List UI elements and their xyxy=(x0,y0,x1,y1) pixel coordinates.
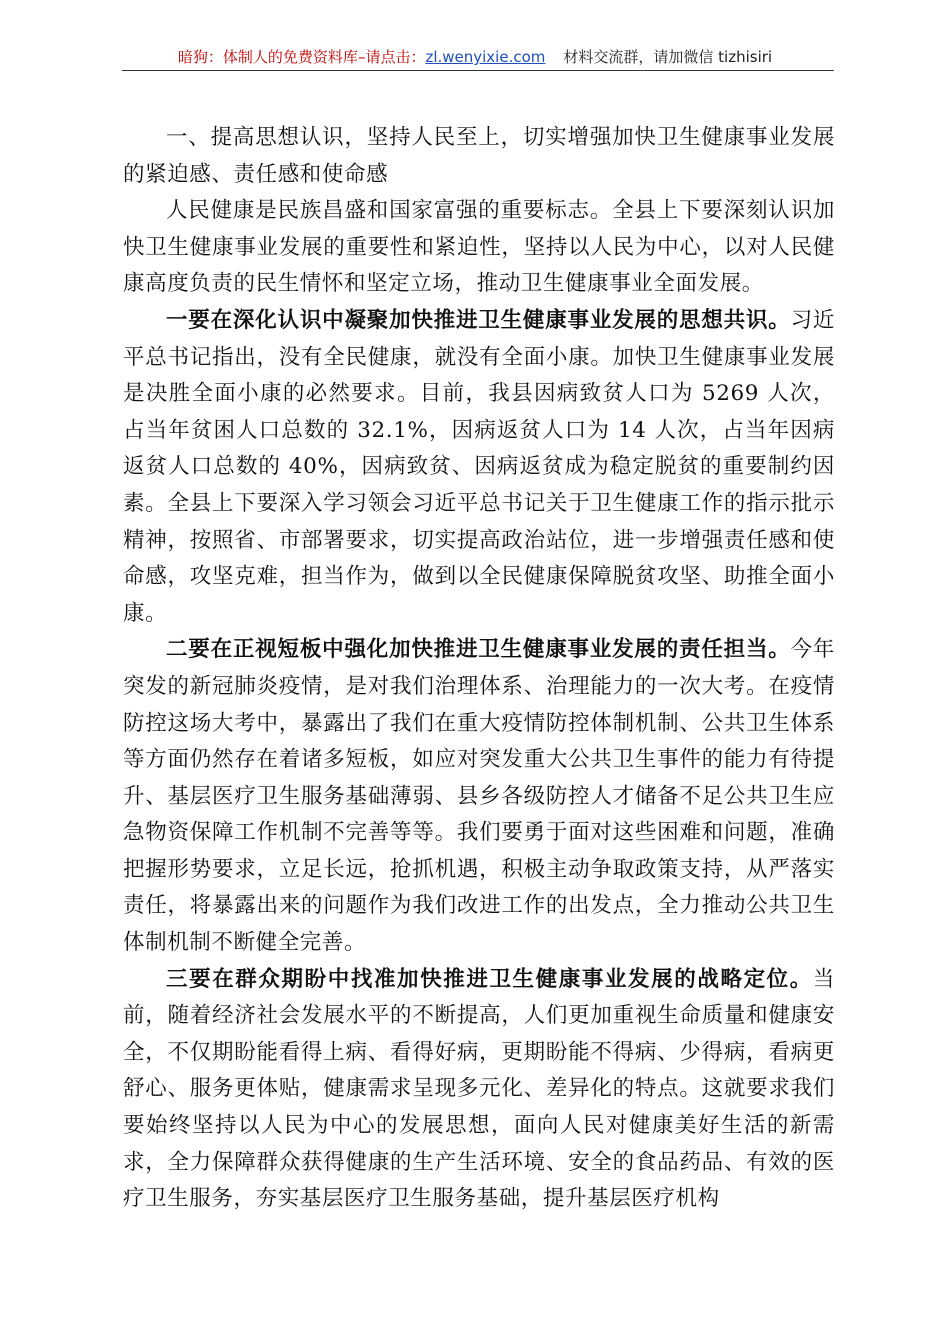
paragraph-text: 当前，随着经济社会发展水平的不断提高，人们更加重视生命质量和健康安全，不仅期盼能看得上病、看得好病，更期盼能不得病、少得病，看病更舒心、服务更体贴，健康需求呈现多元化、差异化的特点。这就要求我们要始终坚持以人民为中心的发展思想，面向人民对健康美好生活的新需求，全力保障群众获得健康的生产生活环境、安全的食品药品、有效的医疗卫生服务，夯实基层医疗卫生服务基础，提升基层医疗机构 xyxy=(123,966,835,1212)
document-body xyxy=(123,120,835,1218)
header-prompt: –请点击： xyxy=(357,48,426,66)
paragraph-heading: 三要在群众期盼中找准加快推进卫生健康事业发展的战略定位。 xyxy=(166,966,813,992)
header-divider xyxy=(122,70,834,71)
paragraph-section-title xyxy=(123,120,835,193)
header-link[interactable]: zl.wenyixie.com xyxy=(425,48,546,66)
header-brand: 暗狗：体制人的免费资料库 xyxy=(177,48,358,66)
paragraph-text: 今年突发的新冠肺炎疫情，是对我们治理体系、治理能力的一次大考。在疫情防控这场大考中，暴露出了我们在重大疫情防控体制机制、公共卫生体系等方面仍然存在着诸多短板，如应对突发重大公共卫生事件的能力有待提升、基层医疗卫生服务基础薄弱、县乡各级防控人才储备不足公共卫生应急物资保障工作机制不完善等等。我们要勇于面对这些困难和问题，准确把握形势要求，立足长远，抢抓机遇，积极主动争取政策支持，从严落实责任，将暴露出来的问题作为我们改进工作的出发点，全力推动公共卫生体制机制不断健全完善。 xyxy=(123,637,836,956)
paragraph-heading: 一要在深化认识中凝聚加快推进卫生健康事业发展的思想共识。 xyxy=(166,307,791,333)
paragraph-text: 人民健康是民族昌盛和国家富强的重要标志。全县上下要深刻认识加快卫生健康事业发展的重要性和紧迫性，坚持以人民为中心，以对人民健康高度负责的民生情怀和坚定立场，推动卫生健康事业全面发展。 xyxy=(123,198,835,297)
paragraph-text: 习近平总书记指出，没有全民健康，就没有全面小康。加快卫生健康事业发展是决胜全面小康的必然要求。目前，我县因病致贫人口为 5269 人次，占当年贫困人口总数的 32.1%，因病返贫人口为 14 人次，占当年因病返贫人口总数的 40%，因病致贫、因病返贫成为稳定脱贫的重要制约因素。全县上下要深入学习领会习近平总书记关于卫生健康工作的指示批示精神，按照省、市部署要求，切实提高政治站位，进一步增强责任感和使命感，攻坚克难，担当作为，做到以全民健康保障脱贫攻坚、助推全面小康。 xyxy=(123,307,836,626)
paragraph-text: 一、提高思想认识，坚持人民至上，切实增强加快卫生健康事业发展的紧迫感、责任感和使命感 xyxy=(123,125,835,187)
paragraph-point-3 xyxy=(123,962,835,1218)
header-contact: 材料交流群，请加微信 tizhisiri xyxy=(563,48,773,66)
paragraph-heading: 二要在正视短板中强化加快推进卫生健康事业发展的责任担当。 xyxy=(166,637,791,663)
paragraph-intro xyxy=(123,193,835,303)
paragraph-point-2 xyxy=(123,632,835,961)
page-header xyxy=(0,46,950,68)
paragraph-point-1 xyxy=(123,303,835,632)
